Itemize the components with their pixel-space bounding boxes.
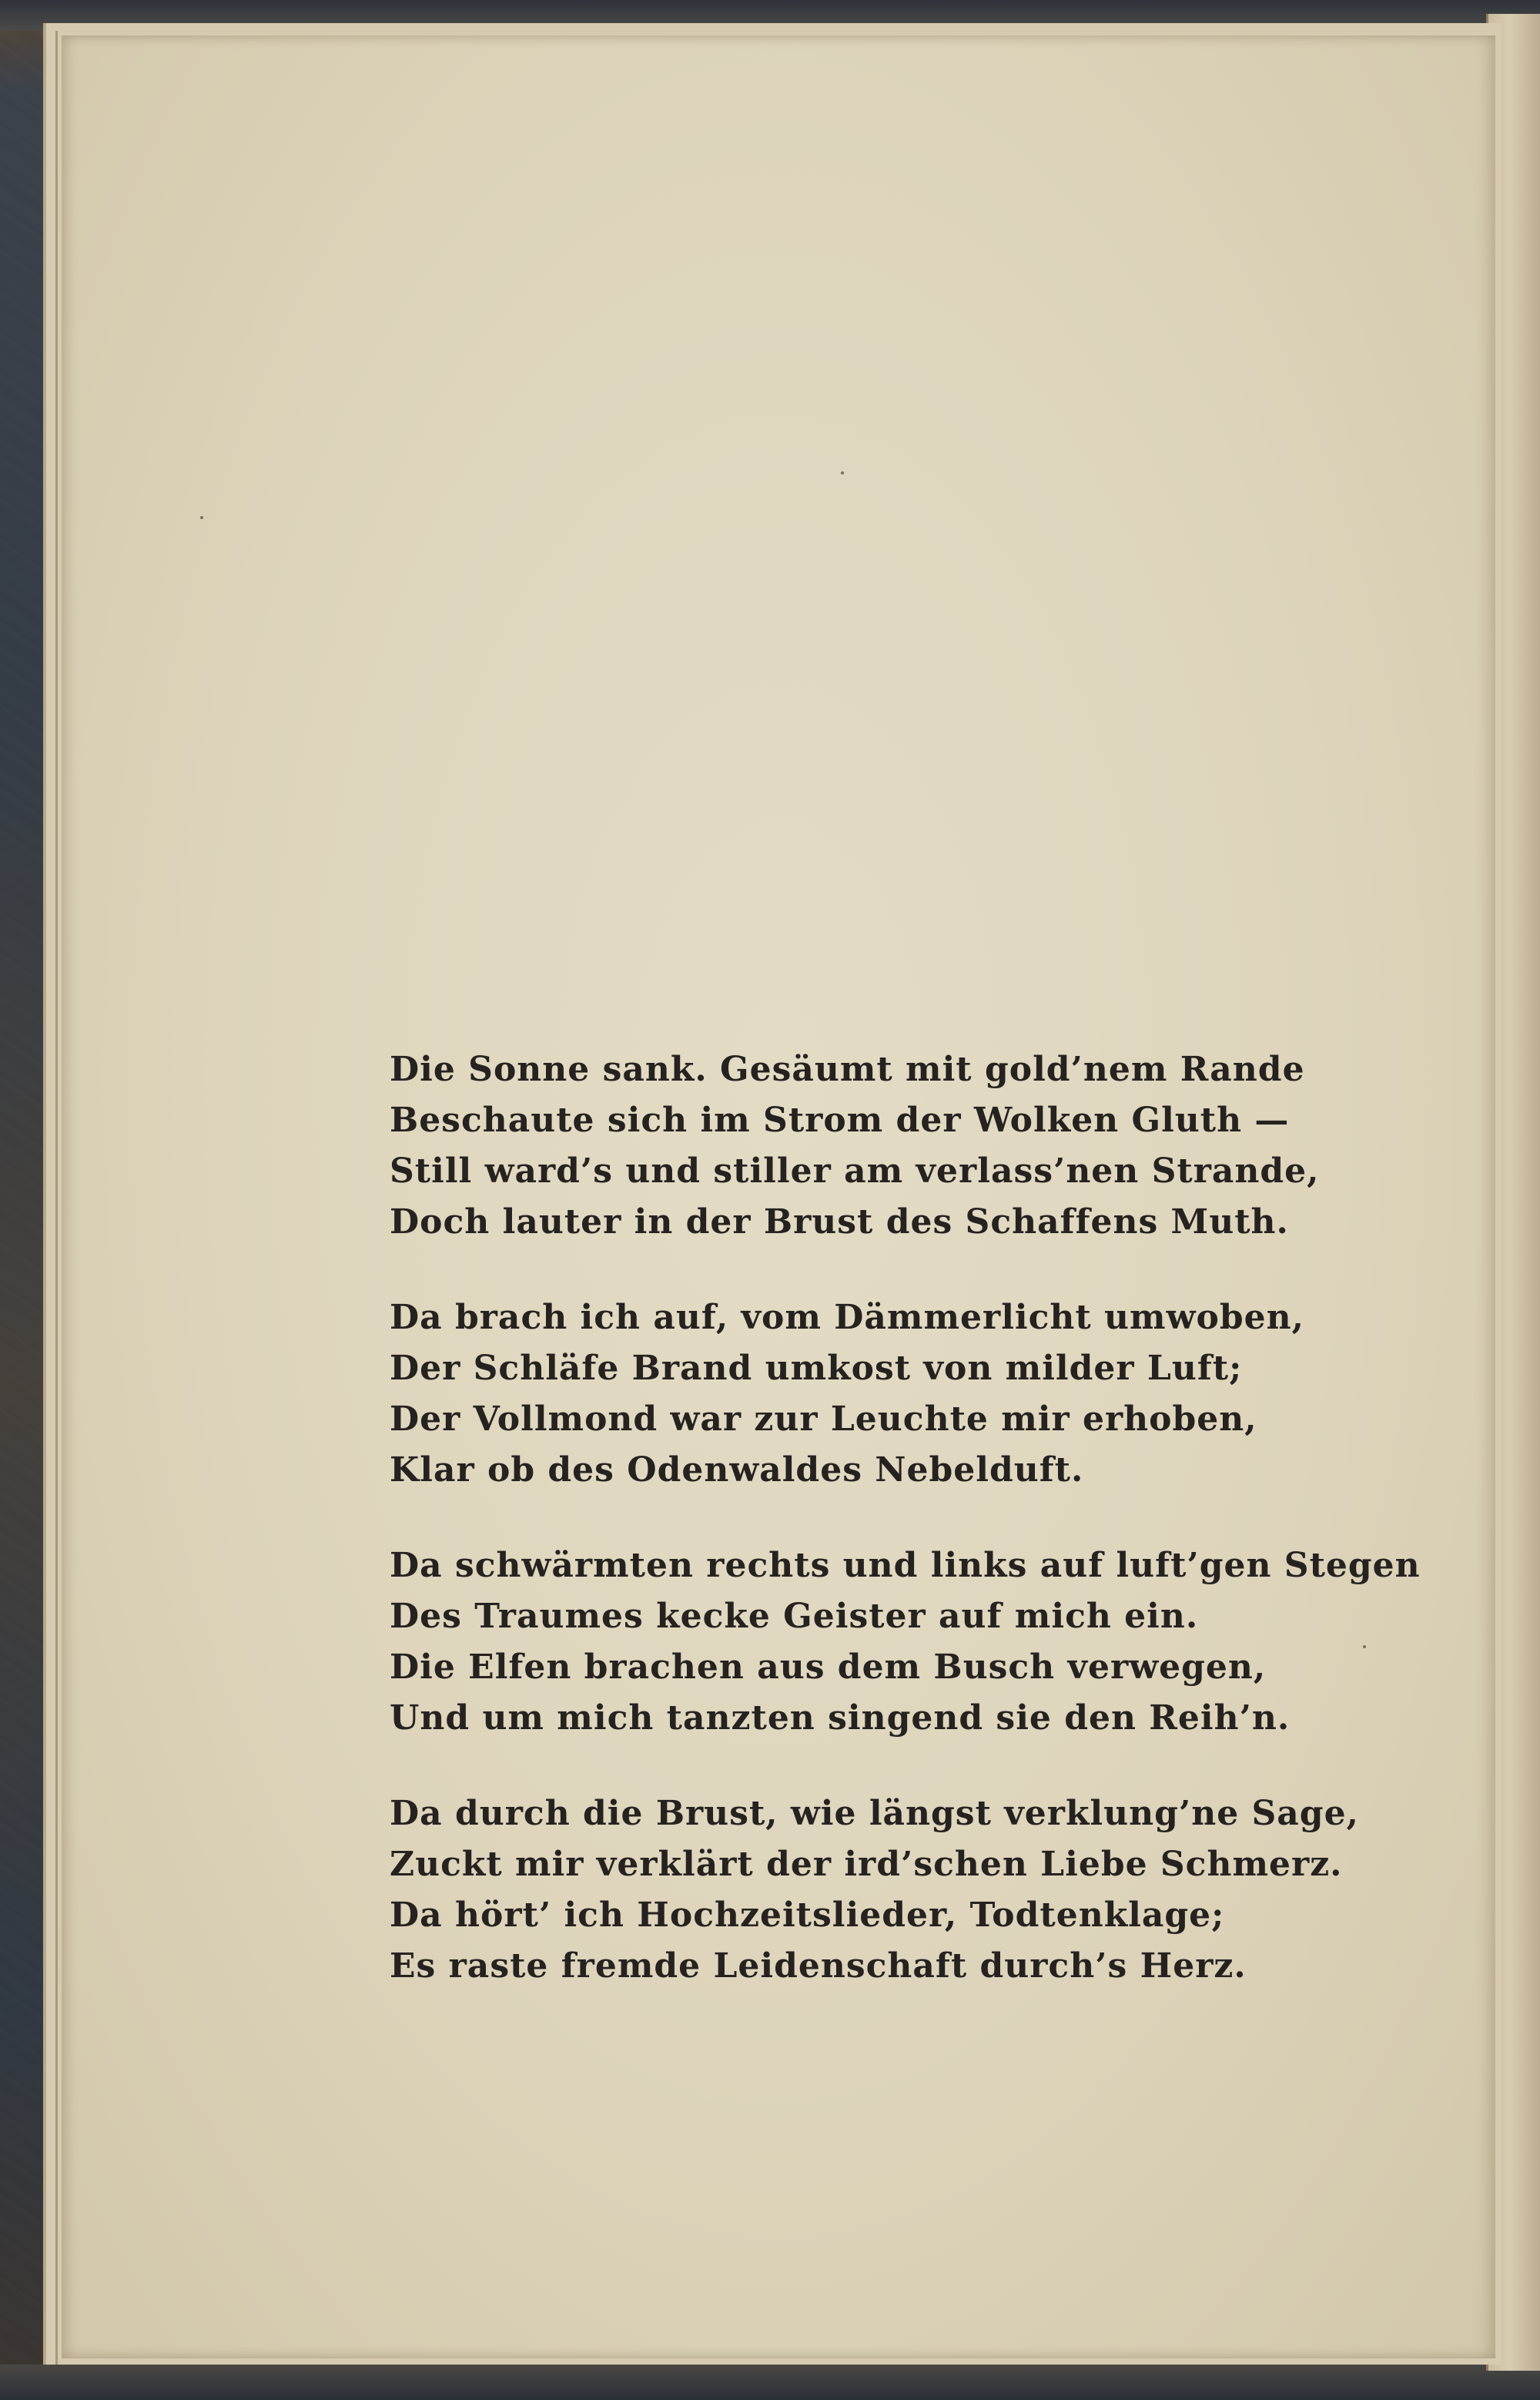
- poem-stanza-4: [390, 1788, 1359, 1992]
- poem-line: Des Traumes kecke Geister auf mich ein.: [390, 1597, 1199, 1636]
- poem-line: Still ward’s und stiller am verlass’nen Strande,: [390, 1151, 1320, 1191]
- poem-line: Beschaute sich im Strom der Wolken Gluth —: [390, 1101, 1290, 1140]
- poem-line: Die Sonne sank. Gesäumt mit gold’nem Rande: [390, 1050, 1305, 1089]
- poem-line: Es raste fremde Leidenschaft durch’s Herz.: [390, 1946, 1247, 1986]
- poem-line: Da hört’ ich Hochzeitslieder, Todtenklage;: [390, 1896, 1225, 1935]
- poem-line: Da durch die Brust, wie längst verklung’ne Sage,: [390, 1794, 1359, 1833]
- paper-speck: [841, 471, 844, 474]
- page-edge-line: [55, 31, 58, 2365]
- poem-stanza-2: [390, 1292, 1314, 1496]
- poem-line: Doch lauter in der Brust des Schaffens Muth.: [390, 1202, 1289, 1242]
- poem-line: Der Vollmond war zur Leuchte mir erhoben,: [390, 1399, 1257, 1439]
- poem-stanza-1: [390, 1044, 1320, 1248]
- poem-line: Zuckt mir verklärt der ird’schen Liebe Schmerz.: [390, 1845, 1343, 1884]
- poem: [390, 1044, 1421, 2036]
- poem-line: Da brach ich auf, vom Dämmerlicht umwoben,: [390, 1298, 1304, 1337]
- book-cover-edge: [0, 0, 46, 2400]
- poem-line: Die Elfen brachen aus dem Busch verwegen,: [390, 1647, 1267, 1687]
- poem-line: Klar ob des Odenwaldes Nebelduft.: [390, 1450, 1084, 1490]
- poem-line: Und um mich tanzten singend sie den Reih’n.: [390, 1698, 1291, 1738]
- paper-speck: [1363, 1645, 1366, 1648]
- poem-line: Da schwärmten rechts und links auf luft’gen Stegen: [390, 1546, 1421, 1585]
- paper-speck: [200, 516, 203, 519]
- poem-stanza-3: [390, 1540, 1421, 1744]
- poem-line: Der Schläfe Brand umkost von milder Luft;: [390, 1349, 1243, 1388]
- book-cover-bottom: [0, 2365, 1540, 2400]
